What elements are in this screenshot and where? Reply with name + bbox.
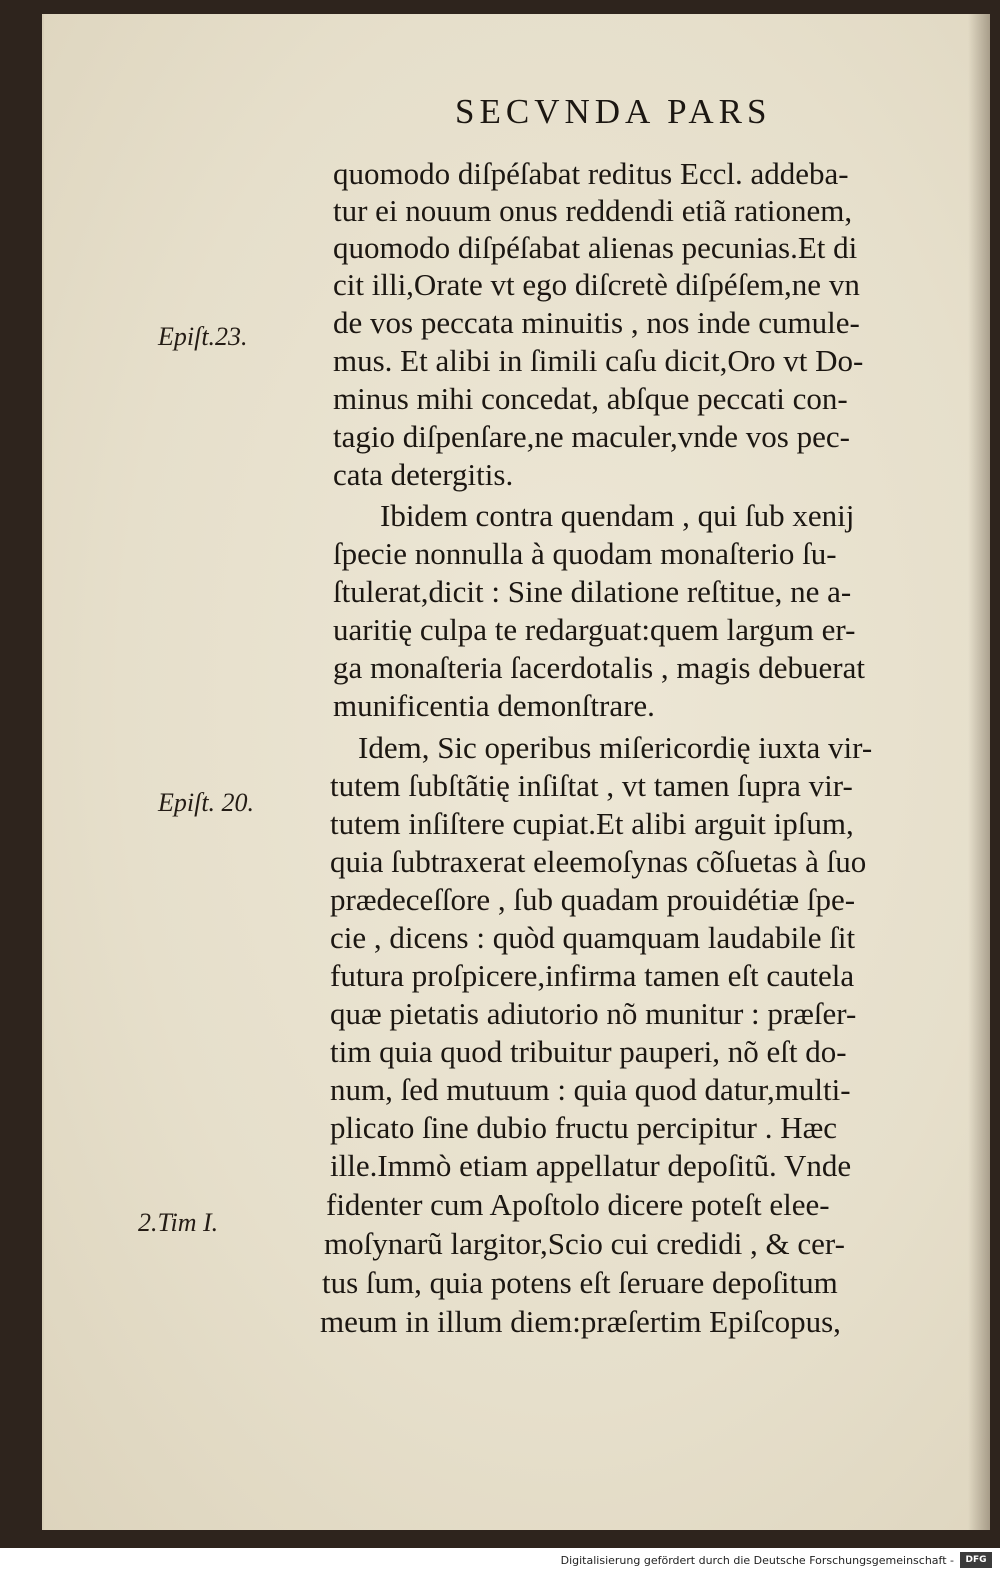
body-line: munificentia demonſtrare. [333,688,655,723]
body-line: futura proſpicere,infirma tamen eſt cautela [330,958,855,993]
body-line: cit illi,Orate vt ego diſcretè diſpéſem,ne vn [333,267,860,302]
body-line: meum in illum diem:præſertim Epiſcopus, [320,1304,841,1339]
body-line: quomodo diſpéſabat alienas pecunias.Et di [333,230,858,265]
body-line: ille.Immò etiam appellatur depoſitũ. Vnde [330,1148,852,1183]
body-line: minus mihi concedat, abſque peccati con- [333,381,848,416]
body-line: de vos peccata minuitis , nos inde cumule- [333,305,860,340]
body-line: moſynarũ largitor,Scio cui credidi , & cer- [324,1226,845,1261]
funding-credit: Digitalisierung gefördert durch die Deutsche Forschungsgemeinschaft - [560,1554,954,1567]
body-line: tagio diſpenſare,ne maculer,vnde vos pec- [333,419,850,454]
body-line: prædeceſſore , ſub quadam prouidétiæ ſpe- [330,882,856,917]
body-line: cata detergitis. [333,457,514,492]
body-line: Ibidem contra quendam , qui ſub xenij [380,498,855,533]
body-line: tus ſum, quia potens eſt ſeruare depoſitum [322,1265,838,1300]
body-line: Idem, Sic operibus miſericordię iuxta vir- [358,730,873,765]
body-line: quæ pietatis adiutorio nõ munitur : præſer- [330,996,857,1031]
body-line: tim quia quod tribuitur pauperi, nõ eſt do- [330,1034,847,1069]
body-line: plicato ſine dubio fructu percipitur . Hæc [330,1110,838,1145]
margin-note: Epiſt.23. [158,322,248,351]
margin-note: 2.Tim I. [138,1208,219,1237]
body-line: ſpecie nonnulla à quodam monaſterio ſu- [333,536,837,571]
body-line: fidenter cum Apoſtolo dicere poteſt elee- [326,1187,830,1222]
margin-note: Epiſt. 20. [158,788,255,817]
running-header: SECVNDA PARS [455,92,772,131]
body-line: quomodo diſpéſabat reditus Eccl. addeba- [333,156,849,191]
body-line: tur ei nouum onus reddendi etiã rationem, [333,193,853,228]
page-edge-shadow [968,14,990,1530]
body-line: ſtulerat,dicit : Sine dilatione reſtitue, ne a- [333,574,852,609]
body-line: mus. Et alibi in ſimili caſu dicit,Oro vt Do- [333,343,864,378]
body-line: ga monaſteria ſacerdotalis , magis debuerat [333,650,865,685]
body-line: quia ſubtraxerat eleemoſynas cõſuetas à ſuo [330,844,867,879]
body-line: num, ſed mutuum : quia quod datur,multi- [330,1072,851,1107]
body-line: cie , dicens : quòd quamquam laudabile ſit [330,920,856,955]
body-line: tutem ſubſtãtię inſiſtat , vt tamen ſupra vir- [330,768,853,803]
body-line: tutem inſiſtere cupiat.Et alibi arguit ipſum, [330,806,854,841]
dfg-logo: DFG [960,1552,992,1568]
body-line: uaritię culpa te redarguat:quem largum er- [333,612,856,647]
